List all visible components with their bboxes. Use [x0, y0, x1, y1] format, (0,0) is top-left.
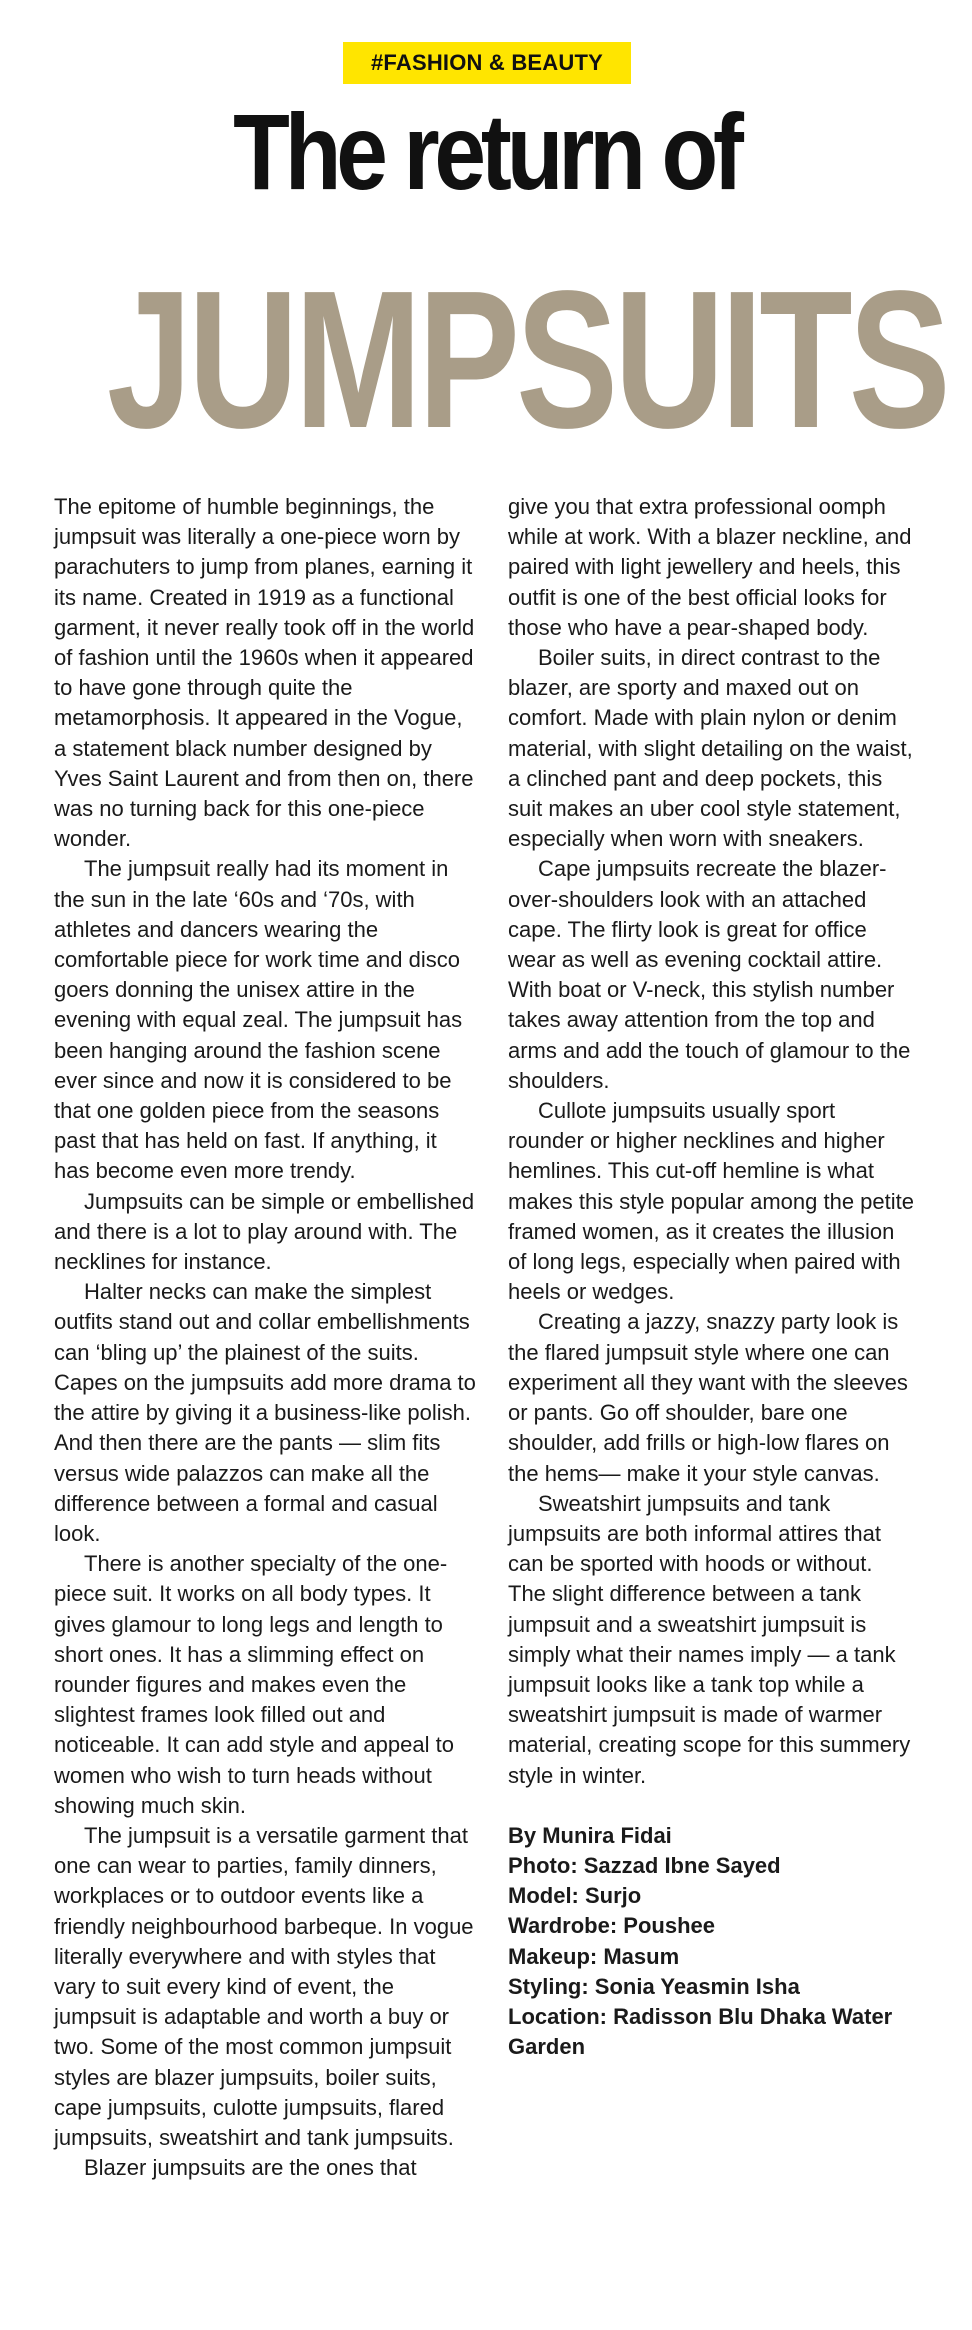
paragraph: The epitome of humble beginnings, the jumpsuit was literally a one-piece worn by parachuters to jump from planes, earning it its name. Created in 1919 as a functional garment, it never really took off in the world of fashion until the 1960s when it appeared to have gone through quite the metamorphosis. It appeared in the Vogue, a statement black number designed by Yves Saint Laurent and from then on, there was no turning back for this one-piece wonder. — [54, 494, 475, 852]
paragraph: The jumpsuit is a versatile garment that one can wear to parties, family dinners, workplaces or to outdoor events like a friendly neighbourhood barbeque. In vogue literally everywhere and with styles that vary to suit every kind of event, the jumpsuit is adaptable and worth a buy or two. Some of the most common jumpsuit styles are blazer jumpsuits, boiler suits, cape jumpsuits, culotte jumpsuits, flared jumpsuits, sweatshirt and tank jumpsuits. — [54, 1822, 474, 2150]
paragraph: The jumpsuit really had its moment in the sun in the late ‘60s and ‘70s, with athletes and dancers wearing the comfortable piece for work time and disco goers donning the unisex attire in the evening with equal zeal. The jumpsuit has been hanging around the fashion scene ever since and now it is considered to be that one golden piece from the seasons past that has held on fast. If anything, it has become even more trendy. — [54, 856, 463, 1184]
section-tag: #FASHION & BEAUTY — [343, 42, 631, 84]
paragraph: There is another specialty of the one-piece suit. It works on all body types. It gives glamour to long legs and length to short ones. It has a slimming effect on rounder figures and makes even the slightest frames look filled out and noticeable. It can add style and appeal to women who wish to turn heads without showing much skin. — [54, 1551, 454, 1818]
paragraph: Blazer jumpsuits are the ones that — [84, 2155, 417, 2181]
headline-line-1: The return of — [233, 91, 739, 212]
credit-byline: By Munira Fidai — [508, 1822, 672, 1848]
paragraph: Creating a jazzy, snazzy party look is the flared jumpsuit style where one can experiment all they want with the sleeves or pants. Go off shoulder, bare one shoulder, add frills or high-low flares on the hems— make it your style canvas. — [508, 1309, 908, 1486]
paragraph: Cape jumpsuits recreate the blazer-over-shoulders look with an attached cape. The flirty look is great for office wear as well as evening cocktail attire. With boat or V-neck, this stylish number takes away attention from the top and arms and add the touch of glamour to the shoulders. — [508, 856, 911, 1093]
credit-photo: Photo: Sazzad Ibne Sayed — [508, 1852, 781, 1878]
article-column-left — [54, 492, 477, 2183]
credit-styling: Styling: Sonia Yeasmin Isha — [508, 1973, 800, 1999]
paragraph: Halter necks can make the simplest outfits stand out and collar embellishments can ‘bling up’ the plainest of the suits. Capes on the jumpsuits add more drama to the attire by giving it a business-like polish. And then there are the pants — slim fits versus wide palazzos can make all the difference between a formal and casual look. — [54, 1279, 476, 1546]
credit-makeup: Makeup: Masum — [508, 1943, 680, 1969]
credit-model: Model: Surjo — [508, 1883, 642, 1909]
credit-location: Location: Radisson Blu Dhaka Water Garden — [508, 2003, 893, 2060]
paragraph: Boiler suits, in direct contrast to the blazer, are sporty and maxed out on comfort. Made with plain nylon or denim material, with slight detailing on the waist, a clinched pant and deep pockets, this suit makes an uber cool style statement, especially when worn with sneakers. — [508, 645, 913, 852]
paragraph: Sweatshirt jumpsuits and tank jumpsuits are both informal attires that can be sported with hoods or without. The slight difference between a tank jumpsuit and a sweatshirt jumpsuit is simply what their names imply — a tank jumpsuit looks like a tank top while a sweatshirt jumpsuit is made of warmer material, creating scope for this summery style in winter. — [508, 1490, 911, 1788]
paragraph: Jumpsuits can be simple or embellished and there is a lot to play around with. The necklines for instance. — [54, 1188, 475, 1275]
headline-line-2: JUMPSUITS — [106, 250, 947, 469]
credit-wardrobe: Wardrobe: Poushee — [508, 1913, 715, 1939]
article-column-right — [508, 492, 916, 2062]
paragraph: Cullote jumpsuits usually sport rounder or higher necklines and higher hemlines. This cut-off hemline is what makes this style popular among the petite framed women, as it creates the illusion of long legs, especially when paired with heels or wedges. — [508, 1098, 915, 1305]
credits-block — [508, 1821, 916, 2063]
paragraph: give you that extra professional oomph while at work. With a blazer neckline, and paired with light jewellery and heels, this outfit is one of the best official looks for those who have a pear-shaped body. — [508, 494, 912, 640]
